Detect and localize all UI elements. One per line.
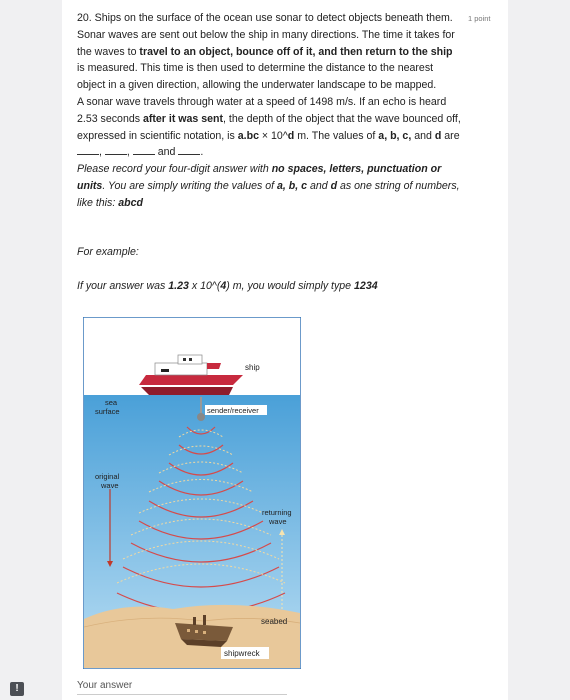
question-card — [62, 0, 508, 700]
instruction-bold: no spaces, letters, punctuation or units — [77, 163, 442, 192]
question-text-part: × 10^ — [258, 129, 288, 142]
question-text-part: is measured. This time is then used to determine the distance to the nearest object in a given direction, allowing the underwater landscape to be mapped. — [77, 62, 437, 92]
question-text-part: 20. Ships on the surface of the ocean use sonar to detect objects beneath them. Sonar waves are sent out below the ship in many directions. The time it takes for the waves to — [77, 12, 455, 58]
instruction-text: . You are simply writing the values of — [102, 179, 278, 192]
instruction-bold: d — [330, 179, 338, 192]
answer-input[interactable]: Your answer — [77, 680, 133, 691]
report-flag-icon[interactable]: ! — [10, 682, 24, 696]
question-bold: a.bc — [237, 129, 259, 142]
question-text-part: and — [411, 129, 435, 142]
label-wave2: wave — [269, 517, 287, 526]
blank-b — [105, 145, 127, 155]
question-bold: d — [287, 129, 295, 142]
instruction-text: as one string of numbers, like this: — [77, 179, 460, 209]
label-seabed: seabed — [261, 617, 288, 626]
answer-underline[interactable] — [77, 694, 287, 695]
question-text-part: and — [157, 146, 176, 159]
example-text: ) m, you would simply type — [226, 280, 355, 292]
instruction-bold: abcd — [118, 196, 143, 209]
instruction-text: and — [307, 179, 331, 192]
label-sea: sea — [105, 398, 118, 407]
question-text-part: m. The values of — [294, 129, 379, 142]
question-bold: a, b, c, — [378, 129, 412, 142]
blank-d — [178, 145, 200, 155]
label-surface: surface — [95, 407, 120, 416]
blank-a — [77, 145, 99, 155]
blank-c — [133, 145, 155, 155]
sonar-diagram — [83, 317, 301, 669]
label-original: original — [95, 472, 120, 481]
label-sender: sender/receiver — [207, 406, 259, 415]
question-bold: travel to an object, bounce off of it, and then return to the ship — [139, 45, 453, 58]
example-text: If your answer was — [77, 280, 169, 292]
label-ship: ship — [245, 363, 260, 372]
question-text-part: , the depth of the object that the wave bounced off, expressed in scientific notation, is — [77, 112, 461, 142]
label-shipwreck: shipwreck — [224, 649, 260, 658]
question-bold: d — [434, 129, 442, 142]
instruction-text: Please record your four-digit answer with — [77, 163, 272, 176]
instruction-bold: a, b, c — [277, 179, 308, 192]
example-text: x 10^( — [188, 280, 221, 292]
example-label: For example: — [77, 246, 139, 258]
sender-receiver-icon — [197, 413, 205, 421]
example-line — [77, 280, 378, 292]
question-text-part: are — [441, 129, 460, 142]
question-text: 20. Ships on the surface of the ocean use sonar to detect objects beneath them. Sonar waves are sent out below the ship in many directions. The time it takes for the waves to travel to an object, bounce off of it, and then return to the ship is measured. This time is then used to determine the distance to the nearest object in a given direction, allowing the underwater landscape to be mapped. A sonar wave travels through water at a speed of 1498 m/s. If an echo is heard 2.53 seconds after it was sent, the depth of the object that the wave bounced off, expressed in scientific notation, is a.bc × 10^d m. The values of a, b, c, and d are , , and . Please record your four-digit answer with no spaces, letters, punctuation or units. You are simply writing the values of a, b, c and d as one string of numbers, like this: abcd — [77, 12, 461, 209]
label-wave: wave — [101, 481, 119, 490]
points-label: 1 point — [468, 14, 491, 23]
question-bold: after it was sent — [142, 112, 224, 125]
example-bold: 1.23 — [168, 280, 189, 292]
example-bold: 4 — [220, 280, 227, 292]
label-returning: returning — [262, 508, 292, 517]
question-text-part: A sonar wave travels through water at a speed of 1498 m/s. If an echo is heard 2.53 seconds — [77, 95, 447, 125]
example-bold: 1234 — [354, 280, 378, 292]
